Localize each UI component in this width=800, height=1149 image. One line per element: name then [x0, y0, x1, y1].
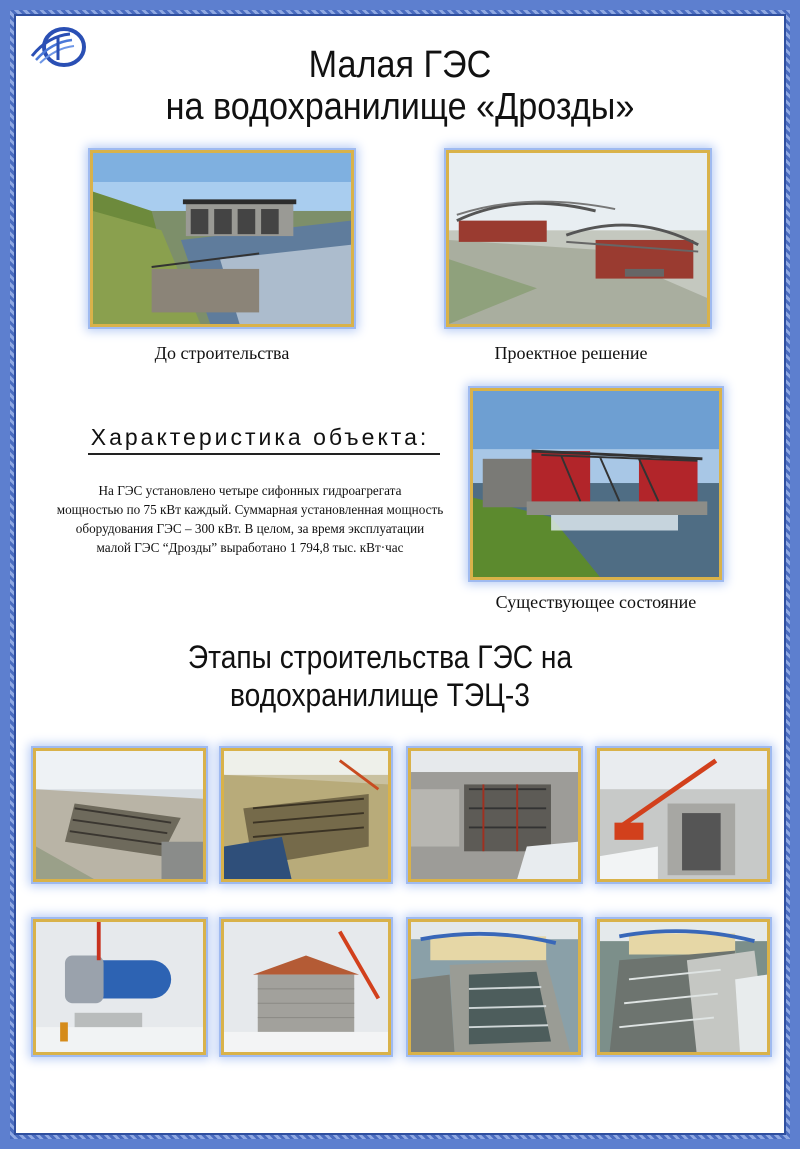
- stages-title-line1: Этапы строительства ГЭС на: [187, 639, 573, 675]
- description-line: На ГЭС установлено четыре сифонных гидроагрегата: [98, 483, 402, 498]
- caption-before-construction: До строительства: [154, 343, 290, 363]
- characteristics-underline: [88, 453, 440, 455]
- logo-icon: [26, 26, 88, 68]
- stages-title-line2: водохранилище ТЭЦ-3: [230, 677, 530, 713]
- stage-photo-6: [221, 919, 391, 1055]
- stage-photo-1: [33, 748, 206, 882]
- photo-design-solution: [446, 150, 710, 327]
- stage-photo-2: [221, 748, 391, 882]
- description-line: мощностью по 75 кВт каждый. Суммарная установленная мощность: [56, 502, 444, 517]
- stage-photo-7: [408, 919, 581, 1055]
- photo-current-state: [470, 388, 722, 580]
- page-title-line1: Малая ГЭС: [308, 44, 492, 86]
- characteristics-description: [40, 481, 460, 557]
- stage-photo-4: [597, 748, 770, 882]
- photo-before-construction: [90, 150, 354, 327]
- caption-current-state: Существующее состояние: [495, 592, 697, 612]
- caption-design-solution: Проектное решение: [494, 343, 648, 363]
- page-title-line2: на водохранилище «Дрозды»: [165, 86, 635, 128]
- stage-photo-3: [408, 748, 581, 882]
- stage-photo-5: [33, 919, 206, 1055]
- stage-photo-8: [597, 919, 770, 1055]
- characteristics-heading: Характеристика объекта:: [90, 424, 430, 450]
- description-line: оборудования ГЭС – 300 кВт. В целом, за время эксплуатации: [75, 521, 425, 536]
- description-line: малой ГЭС “Дрозды” выработано 1 794,8 тыс. кВт·час: [96, 540, 404, 555]
